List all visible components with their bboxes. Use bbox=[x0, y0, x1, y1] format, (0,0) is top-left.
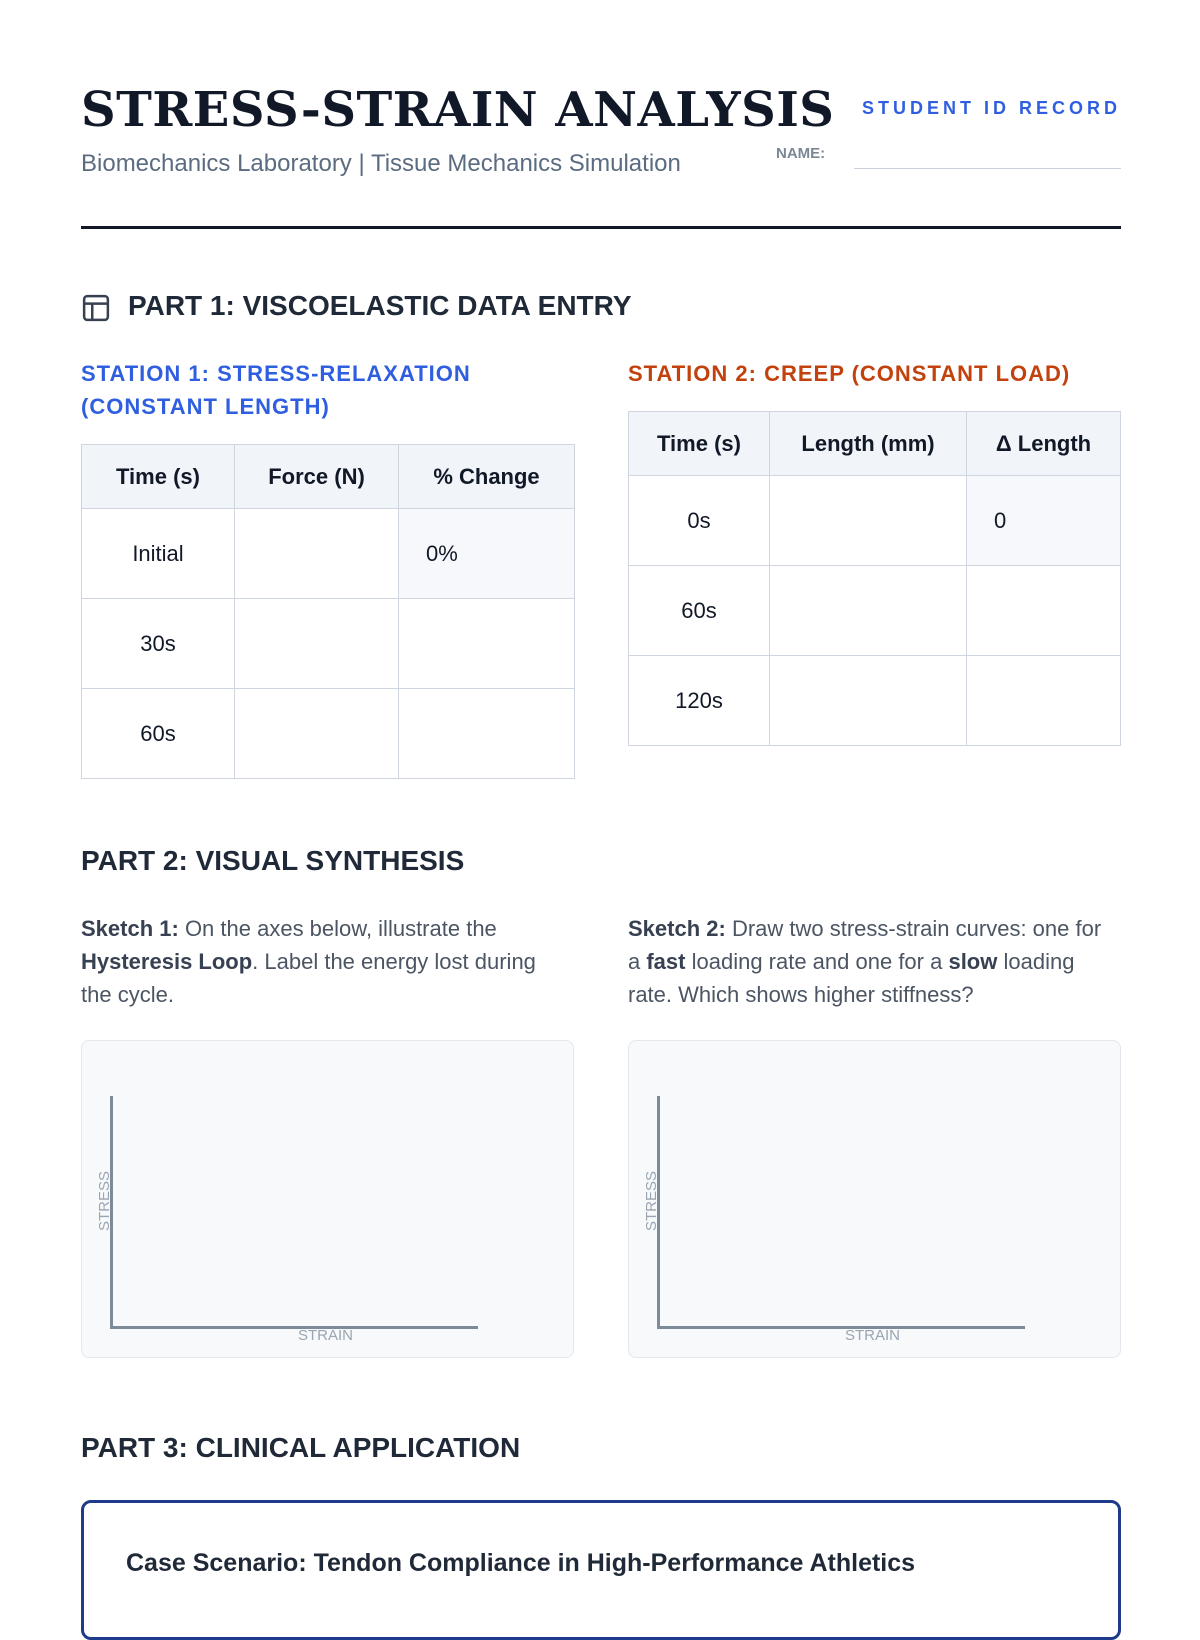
length-input-cell[interactable] bbox=[770, 476, 967, 566]
time-cell: 60s bbox=[629, 566, 770, 656]
x-axis-label: STRAIN bbox=[845, 1327, 901, 1344]
page-title: STRESS-STRAIN ANALYSIS bbox=[81, 82, 835, 138]
sketch1-bold-a: Hysteresis Loop bbox=[81, 949, 253, 974]
case-scenario-box bbox=[81, 1500, 1121, 1640]
column-header: Force (N) bbox=[235, 445, 399, 509]
force-input-cell[interactable] bbox=[235, 509, 399, 599]
sketch1-label: Sketch 1: bbox=[81, 916, 179, 941]
table-row bbox=[629, 476, 1121, 566]
y-axis-label: STRESS bbox=[96, 1170, 113, 1231]
header-divider bbox=[81, 226, 1121, 229]
time-cell: 60s bbox=[82, 689, 235, 779]
part3-heading: PART 3: CLINICAL APPLICATION bbox=[81, 1432, 521, 1463]
x-axis-line bbox=[110, 1326, 478, 1329]
x-axis-label: STRAIN bbox=[298, 1327, 354, 1344]
delta-length-input-cell[interactable] bbox=[967, 656, 1121, 746]
y-axis-label: STRESS bbox=[643, 1170, 660, 1231]
column-header: Δ Length bbox=[967, 412, 1121, 476]
student-id-record-heading: STUDENT ID RECORD bbox=[861, 98, 1121, 118]
station1-title: STATION 1: STRESS-RELAXATION (CONSTANT LENGTH) bbox=[81, 361, 471, 419]
sketch2-text-c: loading rate. Which shows higher stiffness? bbox=[628, 949, 1075, 1007]
stress-relaxation-table bbox=[81, 444, 575, 779]
time-cell: 120s bbox=[629, 656, 770, 746]
delta-length-cell: 0 bbox=[967, 476, 1121, 566]
sketch2-label: Sketch 2: bbox=[628, 916, 726, 941]
delta-length-input-cell[interactable] bbox=[967, 566, 1121, 656]
sketch1-drawing-area[interactable] bbox=[81, 1040, 574, 1358]
case-scenario-title: Case Scenario: Tendon Compliance in High-Performance Athletics bbox=[126, 1549, 916, 1577]
length-input-cell[interactable] bbox=[770, 656, 967, 746]
force-input-cell[interactable] bbox=[235, 599, 399, 689]
table-icon bbox=[81, 293, 111, 323]
sketch2-bold-b: slow bbox=[948, 949, 998, 974]
sketch1-text-a: On the axes below, illustrate the bbox=[178, 916, 497, 941]
creep-table bbox=[628, 411, 1121, 746]
page-subtitle: Biomechanics Laboratory | Tissue Mechanics Simulation bbox=[81, 150, 681, 177]
sketch2-bold-a: fast bbox=[646, 949, 686, 974]
x-axis-line bbox=[657, 1326, 1025, 1329]
table-row bbox=[82, 599, 575, 689]
column-header: Length (mm) bbox=[770, 412, 967, 476]
time-cell: 0s bbox=[629, 476, 770, 566]
name-label: NAME: bbox=[776, 145, 826, 162]
table-row bbox=[629, 656, 1121, 746]
time-cell: 30s bbox=[82, 599, 235, 689]
part2-heading: PART 2: VISUAL SYNTHESIS bbox=[81, 845, 465, 876]
percent-change-input-cell[interactable] bbox=[399, 599, 575, 689]
column-header: Time (s) bbox=[629, 412, 770, 476]
table-row bbox=[629, 566, 1121, 656]
column-header: % Change bbox=[399, 445, 575, 509]
force-input-cell[interactable] bbox=[235, 689, 399, 779]
table-row bbox=[82, 509, 575, 599]
length-input-cell[interactable] bbox=[770, 566, 967, 656]
sketch2-text-b: loading rate and one for a bbox=[685, 949, 949, 974]
sketch1-text-b: . Label the energy lost during the cycle. bbox=[81, 949, 536, 1007]
time-cell: Initial bbox=[82, 509, 235, 599]
part1-heading: PART 1: VISCOELASTIC DATA ENTRY bbox=[128, 290, 632, 321]
percent-change-input-cell[interactable] bbox=[399, 689, 575, 779]
name-field[interactable] bbox=[854, 168, 1121, 169]
sketch2-drawing-area[interactable] bbox=[628, 1040, 1121, 1358]
percent-change-cell: 0% bbox=[399, 509, 575, 599]
sketch2-prompt bbox=[628, 912, 1108, 1011]
sketch1-prompt bbox=[81, 912, 561, 1011]
sketch2-text-a: Draw two stress-strain curves: one for a bbox=[628, 916, 1102, 974]
station2-title: STATION 2: CREEP (CONSTANT LOAD) bbox=[628, 361, 1071, 386]
table-row bbox=[82, 689, 575, 779]
column-header: Time (s) bbox=[82, 445, 235, 509]
